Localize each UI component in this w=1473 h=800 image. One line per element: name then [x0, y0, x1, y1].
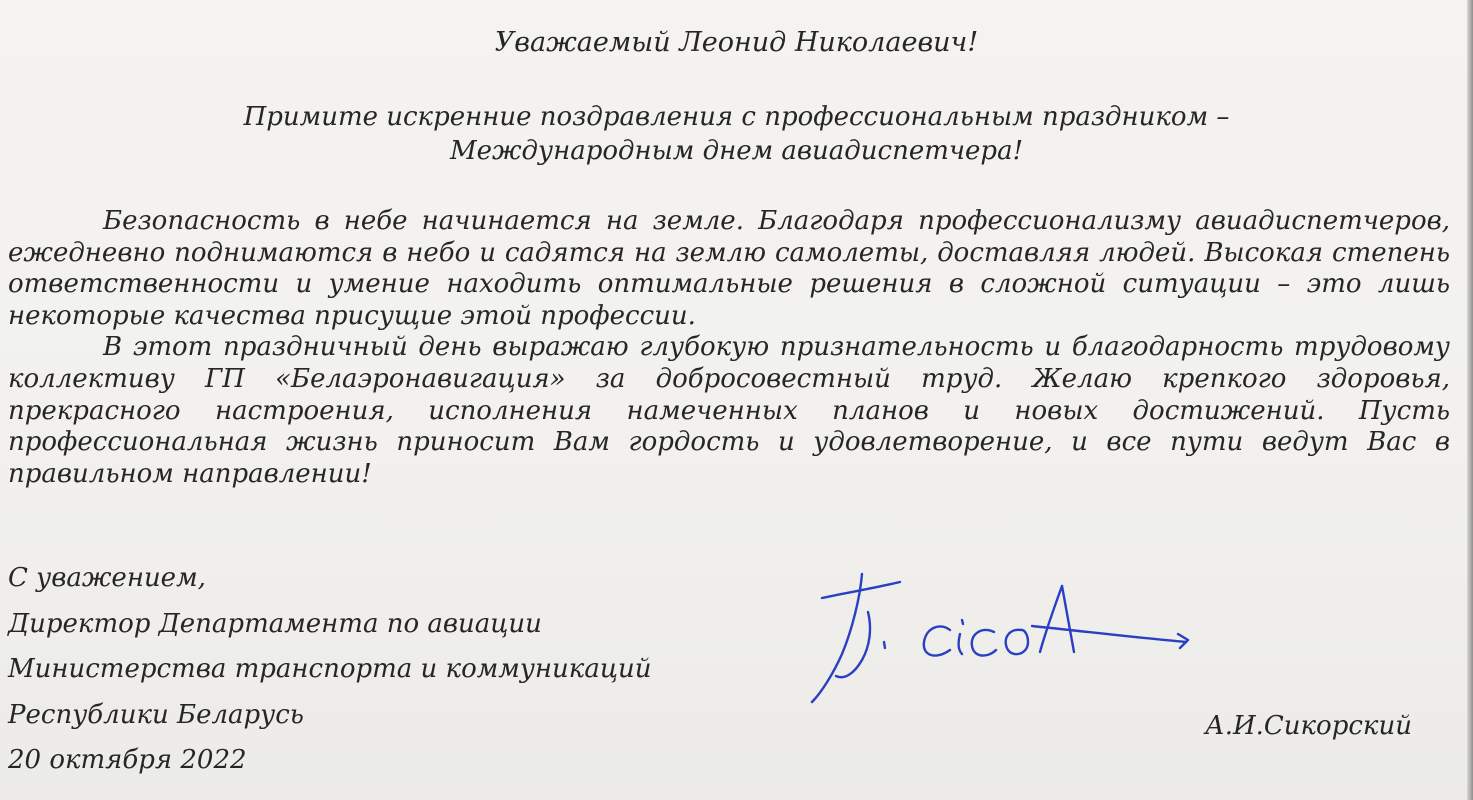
salutation: Уважаемый Леонид Николаевич!: [494, 27, 979, 58]
congratulation-line-2: Международным днем авиадиспетчера!: [449, 136, 1024, 166]
congratulation-heading: [0, 100, 1473, 168]
body-paragraph-1: Безопасность в небе начинается на земле. Благодаря профессионализму авиадиспетчеров, ежедневно поднимаются в небо и садятся на землю самолеты, доставляя людей. Высокая степень ответственности и умение находить оптимальные решения в сложной ситуации – это лишь некоторые качества присущие этой профессии.: [8, 206, 1450, 331]
body-paragraph-2: В этот праздничный день выражаю глубокую признательность и благодарность трудовому коллективу ГП «Белаэронавигация» за добросовестный труд. Желаю крепкого здоровья, прекрасного настроения, исполнения намеченных планов и новых достижений. Пусть профессиональная жизнь приносит Вам гордость и удовлетворение, и все пути ведут Вас в правильном направлении!: [8, 332, 1450, 489]
signer-name: А.И.Сикорский: [1205, 711, 1412, 741]
handwritten-signature: [800, 568, 1200, 708]
letter-body: [8, 206, 1450, 490]
letter-date: 20 октября 2022: [8, 745, 247, 775]
signer-position-line-1: Директор Департамента по авиации: [8, 608, 542, 639]
closing-block: [8, 556, 651, 784]
closing-regards: С уважением,: [8, 563, 206, 593]
signer-position-line-3: Республики Беларусь: [8, 699, 304, 730]
signer-position-line-2: Министерства транспорта и коммуникаций: [8, 654, 652, 684]
congratulation-line-1: Примите искренние поздравления с профессиональным праздником –: [243, 102, 1230, 132]
